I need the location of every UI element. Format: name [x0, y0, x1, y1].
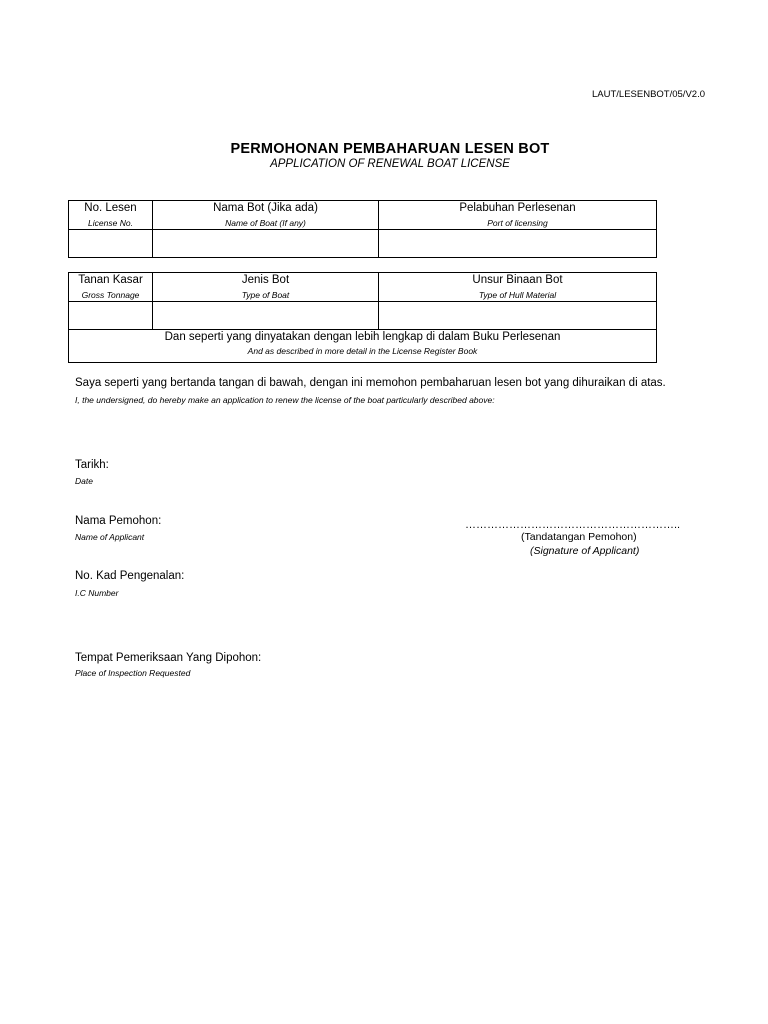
boat-name-field[interactable]: [153, 230, 379, 258]
ic-number-label-en: I.C Number: [75, 588, 119, 598]
page-title: PERMOHONAN PEMBAHARUAN LESEN BOT: [230, 141, 550, 157]
license-no-field[interactable]: [69, 230, 153, 258]
signature-label: (Tandatangan Pemohon): [521, 531, 637, 543]
header-boat-type: [153, 273, 379, 302]
date-label-en: Date: [75, 476, 93, 486]
header-boat-name: [153, 201, 379, 230]
license-info-table: [68, 200, 657, 258]
header-label-en: Type of Boat: [241, 290, 290, 300]
header-label-en: Port of licensing: [487, 218, 548, 228]
applicant-name-label: Nama Pemohon:: [75, 515, 162, 527]
header-label: Unsur Binaan Bot: [472, 274, 563, 286]
declaration-text: Saya seperti yang bertanda tangan di bawah, dengan ini memohon pembaharuan lesen bot yang dihuraikan di atas.: [75, 377, 666, 389]
page-subtitle: APPLICATION OF RENEWAL BOAT LICENSE: [270, 158, 510, 170]
header-label: Tanan Kasar: [78, 274, 143, 286]
header-gross-tonnage: [69, 273, 153, 302]
header-label: Pelabuhan Perlesenan: [459, 202, 576, 214]
date-label: Tarikh:: [75, 459, 109, 471]
header-label-en: Name of Boat (If any): [225, 218, 306, 228]
declaration-text-en: I, the undersigned, do hereby make an application to renew the license of the boat particularly described above:: [75, 395, 495, 405]
gross-tonnage-field[interactable]: [69, 302, 153, 330]
port-of-licensing-field[interactable]: [379, 230, 657, 258]
header-port-of-licensing: [379, 201, 657, 230]
document-code: LAUT/LESENBOT/05/V2.0: [592, 89, 705, 100]
header-hull-material: [379, 273, 657, 302]
inspection-place-label: Tempat Pemeriksaan Yang Dipohon:: [75, 652, 262, 664]
header-license-no: [69, 201, 153, 230]
note-label-en: And as described in more detail in the License Register Book: [247, 346, 478, 356]
header-label: Nama Bot (Jika ada): [213, 202, 318, 214]
applicant-name-label-en: Name of Applicant: [75, 532, 145, 542]
header-label-en: Type of Hull Material: [478, 290, 557, 300]
note-label: Dan seperti yang dinyatakan dengan lebih lengkap di dalam Buku Perlesenan: [164, 331, 561, 343]
ic-number-label: No. Kad Pengenalan:: [75, 570, 185, 582]
header-label-en: License No.: [88, 218, 133, 228]
hull-material-field[interactable]: [379, 302, 657, 330]
boat-type-field[interactable]: [153, 302, 379, 330]
signature-label-en: (Signature of Applicant): [530, 545, 640, 557]
license-register-note: [69, 330, 657, 363]
header-label: No. Lesen: [84, 202, 137, 214]
header-label-en: Gross Tonnage: [81, 290, 140, 300]
inspection-place-label-en: Place of Inspection Requested: [75, 668, 191, 678]
header-label: Jenis Bot: [241, 274, 290, 286]
signature-line[interactable]: …………………………………………………..: [465, 519, 681, 531]
boat-details-table: [68, 272, 657, 363]
